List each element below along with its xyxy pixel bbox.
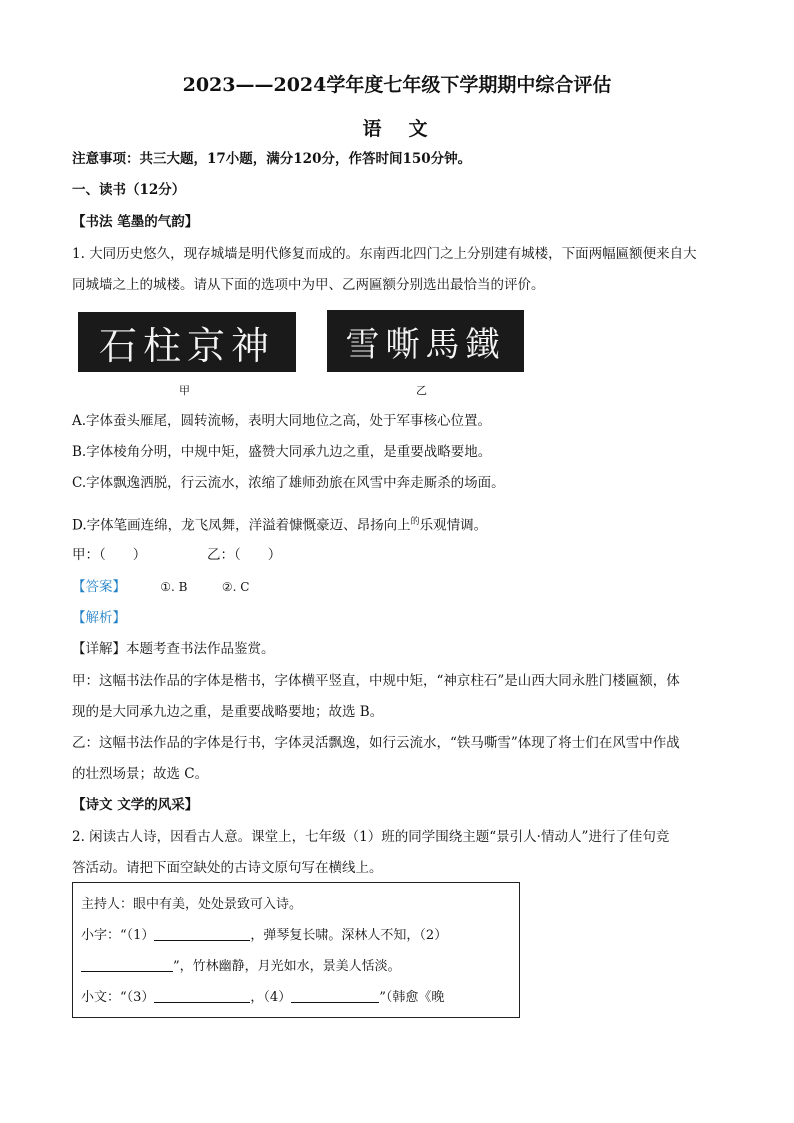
answer-row <box>72 577 249 597</box>
question-1-line-1: 1. 大同历史悠久，现存城墙是明代修复而成的。东南西北四门之上分别建有城楼，下面两幅匾额便来自大 <box>72 246 697 262</box>
subsection-calligraphy: 【书法 笔墨的气韵】 <box>72 214 199 230</box>
xiaozi-line-2 <box>81 957 401 977</box>
blank-1[interactable] <box>154 926 250 941</box>
blank-4[interactable] <box>291 988 379 1003</box>
plaque-yi-text: 雪嘶馬鐵 <box>345 324 506 365</box>
analysis-label: 【解析】 <box>72 610 126 626</box>
xiaowen-suffix: ”（韩愈《晚 <box>379 990 445 1005</box>
option-d-end: 乐观情调。 <box>419 517 488 534</box>
plaque-yi-image <box>327 310 524 372</box>
jia-explanation-1: 甲：这幅书法作品的字体是楷书，字体横平竖直，中规中矩，“神京柱石”是山西大同永胜门楼匾额，体 <box>72 673 680 689</box>
plaque-jia-text: 石柱京神 <box>98 323 275 368</box>
caption-yi: 乙 <box>416 384 427 397</box>
section-heading: 一、读书（12分） <box>72 182 186 198</box>
blank-2[interactable] <box>81 957 173 972</box>
jia-explanation-2: 现的是大同承九边之重，是重要战略要地；故选 B。 <box>72 704 384 720</box>
caption-jia: 甲 <box>179 384 190 397</box>
question-2-line-1: 2. 闲读古人诗，因看古人意。课堂上，七年级（1）班的同学围绕主题“景引人·情动人”进行了佳句竞 <box>72 829 670 845</box>
xiaozi-prefix: 小字：“（1） <box>81 928 155 943</box>
answer-fill-line: 甲：（ ） 乙：（ ） <box>72 547 282 563</box>
notice-text: 注意事项：共三大题，17小题，满分120分，作答时间150分钟。 <box>72 151 472 167</box>
answer-2: ②. C <box>221 580 250 594</box>
option-b: B.字体棱角分明，中规中矩，盛赞大同承九边之重，是重要战略要地。 <box>72 444 492 460</box>
question-1-line-2: 同城墙之上的城楼。请从下面的选项中为甲、乙两匾额分别选出最恰当的评价。 <box>72 277 545 293</box>
xiaozi-middle: ，弹琴复长啸。深林人不知，（2） <box>250 928 448 943</box>
exam-title: 2023——2024学年度七年级下学期期中综合评估 <box>182 74 612 96</box>
answer-1: ①. B <box>160 580 188 594</box>
xiaozi-line-1 <box>81 926 447 946</box>
xiaozi-suffix: ”，竹林幽静，月光如水，景美人恬淡。 <box>173 959 401 974</box>
dialogue-box <box>72 882 520 1018</box>
option-a: A.字体蚕头雁尾，圆转流畅，表明大同地位之高，处于军事核心位置。 <box>72 413 492 429</box>
yi-explanation-1: 乙：这幅书法作品的字体是行书，字体灵活飘逸，如行云流水，“铁马嘶雪”体现了将士们在风雪中作战 <box>72 735 680 751</box>
answer-label: 【答案】 <box>72 579 126 595</box>
xiaowen-middle: ，（4） <box>250 990 292 1005</box>
option-d-text: D.字体笔画连绵，龙飞凤舞，洋溢着慷慨豪迈、昂扬向上 <box>72 517 411 534</box>
yi-explanation-2: 的壮烈场景；故选 C。 <box>72 766 209 782</box>
host-line: 主持人：眼中有美，处处景致可入诗。 <box>81 897 303 912</box>
plaque-jia-image <box>78 312 296 372</box>
detail-line: 【详解】本题考查书法作品鉴赏。 <box>72 641 275 657</box>
option-d <box>72 512 487 536</box>
blank-3[interactable] <box>154 988 250 1003</box>
xiaowen-prefix: 小文：“（3） <box>81 990 155 1005</box>
subject-title: 语 文 <box>362 118 432 140</box>
option-d-superscript: 的 <box>410 517 420 527</box>
xiaowen-line <box>81 988 444 1008</box>
option-c: C.字体飘逸洒脱，行云流水，浓缩了雄师劲旅在风雪中奔走厮杀的场面。 <box>72 475 505 491</box>
question-2-line-2: 答活动。请把下面空缺处的古诗文原句写在横线上。 <box>72 860 383 876</box>
subsection-poetry: 【诗文 文学的风采】 <box>72 797 199 813</box>
